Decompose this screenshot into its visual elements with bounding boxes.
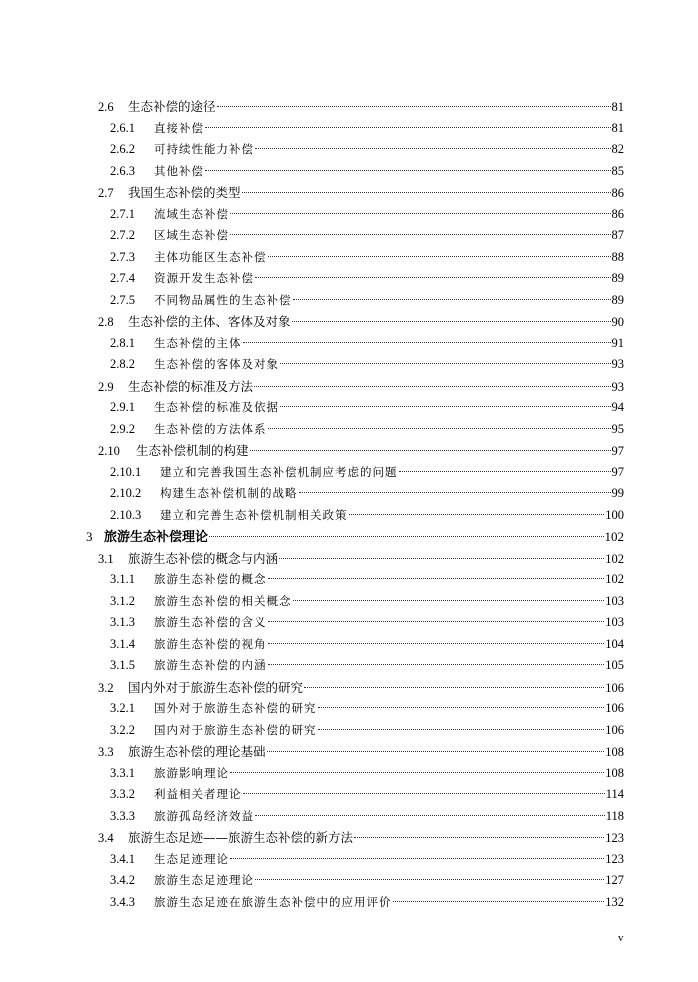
toc-entry[interactable]	[0, 612, 698, 634]
toc-entry-title: 资源开发生态补偿	[154, 271, 254, 285]
toc-entry-number: 2.9	[98, 379, 114, 394]
dot-leader	[243, 341, 611, 343]
dot-leader	[230, 212, 611, 214]
toc-entry-number: 2.6	[98, 100, 114, 114]
toc-entry[interactable]	[0, 182, 698, 204]
toc-entry-page: 123	[605, 851, 624, 866]
toc-entry-title: 其他补偿	[154, 163, 204, 178]
toc-entry[interactable]	[0, 204, 698, 226]
toc-entry-title: 不同物品属性的生态补偿	[154, 292, 292, 307]
toc-entry-page: 102	[605, 572, 624, 586]
toc-entry-number: 2.7.1	[110, 206, 135, 221]
dot-leader	[230, 771, 604, 773]
toc-entry-number: 2.7	[98, 186, 114, 200]
toc-entry-number: 2.9.1	[110, 400, 135, 414]
toc-entry-number: 3.1	[98, 551, 114, 566]
toc-entry-number: 2.7.3	[110, 249, 135, 264]
dot-leader	[230, 233, 611, 235]
dot-leader	[268, 577, 605, 579]
dot-leader	[299, 491, 611, 493]
toc-entry[interactable]	[0, 139, 698, 161]
toc-entry-title: 利益相关者理论	[154, 787, 242, 801]
dot-leader	[318, 706, 605, 708]
toc-entry-page: 85	[611, 163, 624, 178]
page-number: v	[618, 932, 624, 944]
dot-leader	[243, 792, 605, 794]
dot-leader	[250, 449, 611, 451]
toc-entry[interactable]	[0, 827, 698, 849]
toc-entry-page: 81	[611, 120, 624, 135]
toc-entry-number: 3.4.1	[110, 851, 135, 866]
toc-entry-page: 97	[611, 444, 624, 458]
toc-entry-page: 105	[605, 658, 624, 672]
toc-entry-page: 86	[611, 206, 624, 221]
dot-leader	[268, 663, 605, 665]
toc-entry[interactable]	[0, 376, 698, 398]
dot-leader	[255, 147, 611, 149]
toc-entry-number: 3.1.4	[110, 636, 135, 651]
toc-entry[interactable]	[0, 849, 698, 871]
toc-entry-title: 旅游生态补偿的含义	[154, 615, 267, 629]
toc-entry-page: 81	[611, 100, 624, 114]
toc-entry-number: 3.3	[98, 745, 114, 759]
toc-entry-page: 87	[611, 228, 624, 242]
toc-entry[interactable]	[0, 763, 698, 785]
toc-entry-title: 区域生态补偿	[154, 228, 229, 242]
toc-entry-page: 118	[605, 808, 624, 823]
toc-entry[interactable]	[0, 526, 698, 548]
toc-entry-title: 旅游生态补偿的理论基础	[128, 744, 266, 759]
toc-entry[interactable]	[0, 311, 698, 333]
toc-entry-number: 2.7.4	[110, 271, 135, 285]
toc-entry-title: 直接补偿	[154, 120, 204, 135]
dot-leader	[349, 513, 605, 515]
toc-entry-page: 106	[605, 701, 624, 715]
toc-entry-title: 建立和完善我国生态补偿机制应考虑的问题	[160, 464, 398, 479]
toc-entry-number: 3.4	[98, 831, 114, 845]
toc-entry-page: 132	[605, 894, 624, 909]
toc-entry-title: 构建生态补偿机制的战略	[160, 486, 298, 500]
dot-leader	[268, 642, 605, 644]
toc-entry-page: 106	[605, 680, 624, 695]
toc-entry-title: 我国生态补偿的类型	[128, 185, 241, 200]
toc-entry-title: 旅游生态足迹在旅游生态补偿中的应用评价	[154, 894, 392, 909]
toc-entry[interactable]	[0, 96, 698, 118]
toc-entry-number: 2.6.3	[110, 163, 135, 178]
toc-entry[interactable]	[0, 225, 698, 247]
toc-entry[interactable]	[0, 634, 698, 656]
toc-entry[interactable]	[0, 591, 698, 613]
toc-entry-page: 93	[611, 379, 624, 394]
toc-entry[interactable]	[0, 806, 698, 828]
toc-entry-number: 2.9.2	[110, 421, 135, 436]
dot-leader	[255, 814, 605, 816]
dot-leader	[254, 385, 610, 387]
toc-entry-title: 生态补偿的标准及方法	[128, 378, 254, 394]
dot-leader	[205, 126, 611, 128]
toc-entry-title: 旅游生态补偿的概念	[154, 572, 267, 586]
toc-entry-number: 2.7.5	[110, 292, 135, 307]
toc-entry-title: 旅游孤岛经济效益	[154, 808, 254, 823]
toc-entry-number: 3	[86, 529, 93, 544]
toc-entry-title: 流域生态补偿	[154, 206, 229, 221]
toc-entry-number: 3.4.2	[110, 873, 135, 887]
toc-entry[interactable]	[0, 655, 698, 677]
toc-entry[interactable]	[0, 741, 698, 763]
toc-entry-title: 生态补偿的标准及依据	[154, 400, 279, 414]
dot-leader	[267, 750, 605, 752]
toc-entry-number: 2.10.1	[110, 464, 142, 479]
toc-entry-number: 3.2.1	[110, 701, 135, 715]
toc-entry-title: 生态补偿的方法体系	[154, 421, 267, 436]
dot-leader	[268, 255, 611, 257]
toc-entry-page: 108	[605, 765, 624, 780]
toc-entry[interactable]	[0, 698, 698, 720]
dot-leader	[205, 169, 611, 171]
toc-entry-number: 2.6.2	[110, 142, 135, 156]
toc-entry-page: 97	[611, 464, 624, 479]
toc-entry-number: 3.4.3	[110, 894, 135, 909]
toc-entry-page: 100	[605, 507, 624, 522]
toc-entry-page: 86	[611, 186, 624, 200]
toc-entry-page: 89	[611, 271, 624, 285]
dot-leader	[255, 878, 604, 880]
toc-entry-number: 2.7.2	[110, 228, 135, 242]
toc-entry-page: 88	[611, 249, 624, 264]
toc-entry[interactable]	[0, 505, 698, 527]
toc-entry[interactable]	[0, 483, 698, 505]
toc-entry-number: 3.2	[98, 680, 114, 695]
toc-entry-number: 2.8	[98, 315, 114, 329]
toc-entry-page: 89	[611, 292, 624, 307]
toc-entry[interactable]	[0, 161, 698, 183]
toc-entry-title: 生态补偿的主体	[154, 335, 242, 350]
toc-entry-title: 旅游生态足迹——旅游生态补偿的新方法	[128, 830, 354, 845]
toc-entry[interactable]	[0, 784, 698, 806]
dot-leader	[292, 320, 611, 322]
toc-entry[interactable]	[0, 892, 698, 914]
dot-leader	[217, 105, 611, 107]
dot-leader	[268, 427, 611, 429]
toc-entry-page: 95	[611, 421, 624, 436]
toc-entry-page: 123	[605, 831, 624, 845]
toc-entry-title: 国内对于旅游生态补偿的研究	[154, 722, 317, 737]
toc-entry-page: 103	[605, 593, 624, 608]
toc-entry-number: 3.1.3	[110, 615, 135, 629]
toc-entry[interactable]	[0, 290, 698, 312]
table-of-contents	[0, 96, 698, 913]
toc-entry-title: 旅游生态补偿的相关概念	[154, 593, 292, 608]
dot-leader	[209, 535, 603, 537]
toc-entry-number: 2.8.1	[110, 335, 135, 350]
toc-entry-page: 82	[611, 142, 624, 156]
toc-entry-title: 主体功能区生态补偿	[154, 249, 267, 264]
toc-entry[interactable]	[0, 118, 698, 140]
dot-leader	[279, 557, 604, 559]
toc-entry-page: 106	[605, 722, 624, 737]
toc-entry-number: 2.10.2	[110, 486, 142, 500]
toc-entry-title: 旅游生态补偿的视角	[154, 636, 267, 651]
toc-entry-page: 90	[611, 315, 624, 329]
toc-entry-page: 102	[604, 529, 624, 544]
toc-entry-title: 旅游生态足迹理论	[154, 873, 254, 887]
toc-entry-title: 旅游生态补偿的概念与内涵	[128, 550, 279, 566]
toc-entry[interactable]	[0, 720, 698, 742]
toc-entry-page: 114	[605, 787, 624, 801]
toc-entry[interactable]	[0, 247, 698, 269]
dot-leader	[242, 191, 611, 193]
toc-entry-page: 103	[605, 615, 624, 629]
dot-leader	[255, 276, 611, 278]
toc-entry-number: 2.10	[98, 444, 120, 458]
toc-entry[interactable]	[0, 677, 698, 699]
toc-entry-page: 94	[611, 400, 624, 414]
toc-entry-number: 2.10.3	[110, 507, 142, 522]
toc-entry-number: 3.1.1	[110, 572, 135, 586]
toc-entry-title: 旅游生态补偿理论	[104, 530, 209, 545]
dot-leader	[268, 620, 605, 622]
dot-leader	[393, 900, 605, 902]
toc-entry[interactable]	[0, 419, 698, 441]
toc-entry-number: 3.1.2	[110, 593, 135, 608]
toc-entry-number: 3.2.2	[110, 722, 135, 737]
toc-entry[interactable]	[0, 354, 698, 376]
toc-entry-title: 生态补偿的途径	[128, 99, 216, 114]
dot-leader	[230, 857, 604, 859]
toc-entry-title: 生态补偿的主体、客体及对象	[128, 314, 291, 329]
toc-entry-title: 国外对于旅游生态补偿的研究	[154, 701, 317, 715]
dot-leader	[354, 836, 604, 838]
dot-leader	[304, 686, 604, 688]
toc-entry-title: 可持续性能力补偿	[154, 142, 254, 156]
toc-entry-number: 3.1.5	[110, 658, 135, 672]
dot-leader	[280, 362, 611, 364]
toc-entry-title: 生态补偿机制的构建	[136, 443, 249, 458]
toc-entry[interactable]	[0, 268, 698, 290]
toc-entry-number: 2.6.1	[110, 120, 135, 135]
toc-entry-title: 生态补偿的客体及对象	[154, 357, 279, 371]
toc-entry[interactable]	[0, 397, 698, 419]
toc-entry-page: 127	[605, 873, 624, 887]
toc-entry[interactable]	[0, 870, 698, 892]
toc-entry-page: 93	[611, 357, 624, 371]
toc-entry-page: 104	[605, 636, 624, 651]
toc-entry-title: 旅游影响理论	[154, 765, 229, 780]
toc-entry-title: 国内外对于旅游生态补偿的研究	[128, 679, 304, 695]
toc-entry[interactable]	[0, 548, 698, 570]
toc-entry-title: 旅游生态补偿的内涵	[154, 658, 267, 672]
toc-entry-page: 102	[605, 551, 624, 566]
toc-entry-number: 3.3.1	[110, 765, 135, 780]
dot-leader	[399, 470, 611, 472]
toc-entry[interactable]	[0, 333, 698, 355]
toc-entry-page: 99	[611, 486, 624, 500]
dot-leader	[293, 599, 605, 601]
toc-entry[interactable]	[0, 440, 698, 462]
dot-leader	[280, 405, 611, 407]
toc-entry-title: 生态足迹理论	[154, 851, 229, 866]
dot-leader	[318, 728, 605, 730]
toc-entry[interactable]	[0, 569, 698, 591]
toc-entry-title: 建立和完善生态补偿机制相关政策	[160, 507, 348, 522]
dot-leader	[293, 298, 611, 300]
toc-entry-number: 2.8.2	[110, 357, 135, 371]
toc-entry-number: 3.3.3	[110, 808, 135, 823]
toc-entry-number: 3.3.2	[110, 787, 135, 801]
toc-entry[interactable]	[0, 462, 698, 484]
toc-entry-page: 108	[605, 745, 624, 759]
toc-entry-page: 91	[611, 335, 624, 350]
